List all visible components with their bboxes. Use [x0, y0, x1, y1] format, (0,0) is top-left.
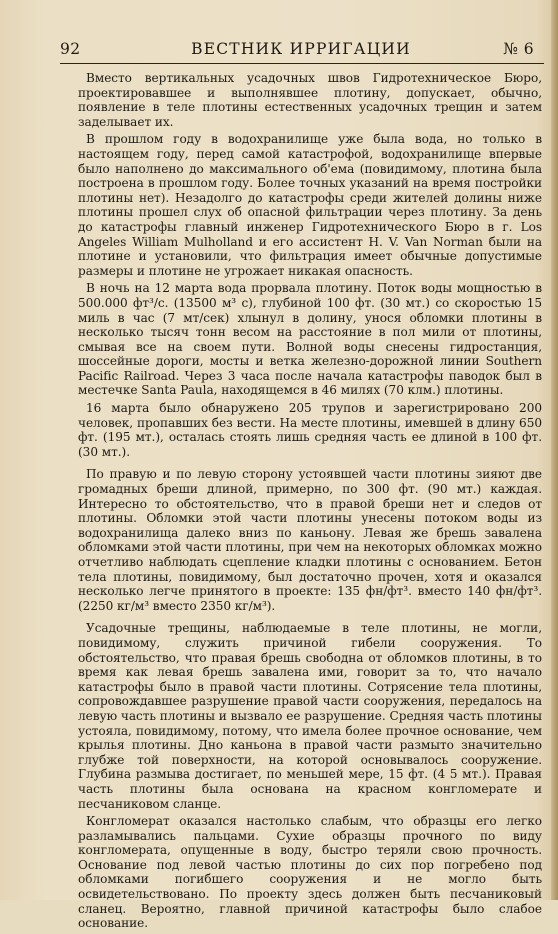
- page-number: 92: [60, 40, 81, 58]
- paragraph: Усадочные трещины, наблюдаемые в теле плотины, не могли, повидимому, служить причиной гибели сооружения. То обстоятельство, что правая брешь свободна от обломков плотины, в то время как левая брешь завалена ими, говорит за то, что начало катастрофы было в правой части плотины. Сотрясение тела плотины, сопровождавшее разрушение правой части сооружения, передалось на левую часть плотины и вызвало ее разрушение. Средняя часть плотины устояла, повидимому, потому, что имела более прочное основание, чем крылья плотины. Дно каньона в правой части размыто значительно глубже той поверхности, на которой основывалось сооружение. Глубина размыва достигает, по меньшей мере, 15 фт. (4 5 мт.). Правая часть плотины была основана на красном конгломерате и песчаниковом сланце.: [78, 621, 542, 811]
- paragraph: По правую и по левую сторону устоявшей части плотины зияют две громадных бреши длиной, примерно, по 300 фт. (90 мт.) каждая. Интересно то обстоятельство, что в правой бреши нет и следов от плотины. Обломки этой части плотины унесены потоком воды из водохранилища далеко вниз по каньону. Левая же брешь завалена обломками этой части плотины, при чем на некоторых обломках можно отчетливо наблюдать сцепление кладки плотины с основанием. Бетон тела плотины, повидимому, был достаточно прочен, хотя и оказался несколько легче принятого в проекте: 135 фн/фт³. вместо 140 фн/фт³. (2250 кг/м³ вместо 2350 кг/м³).: [78, 467, 542, 613]
- article-body: [78, 71, 542, 934]
- paragraph: В прошлом году в водохранилище уже была вода, но только в настоящем году, перед самой катастрофой, водохранилище впервые было наполнено до максимального об'ема (повидимому, плотина была построена в прошлом году. Более точных указаний на время постройки плотины нет). Незадолго до катастрофы среди жителей долины ниже плотины прошел слух об опасной фильтрации через плотину. За день до катастрофы главный инженер Гидротехнического Бюро в г. Los Angeles William Mulholland и его ассистент H. V. Van Norman были на плотине и установили, что фильтрация имеет обычные допустимые размеры и плотине не угрожает никакая опасность.: [78, 132, 542, 278]
- paragraph: В ночь на 12 марта вода прорвала плотину. Поток воды мощностью в 500.000 фт³/с. (13500 м³ с), глубиной 100 фт. (30 мт.) со скоростью 15 миль в час (7 мт/сек) хлынул в долину, унося обломки плотины в несколько тысяч тонн весом на расстояние в пол мили от плотины, смывая все на своем пути. Волной воды снесены гидростанция, шоссейные дороги, мосты и ветка железно-дорожной линии Southern Pacific Railroad. Через 3 часа после начала катастрофы паводок был в местечке Santa Paula, находящемся в 46 милях (70 клм.) плотины.: [78, 281, 542, 398]
- paragraph: 16 марта было обнаружено 205 трупов и зарегистрировано 200 человек, пропавших без вести. На месте плотины, имевшей в длину 650 фт. (195 мт.), осталась стоять лишь средняя часть ее длиной в 100 фт. (30 мт.).: [78, 401, 542, 459]
- issue-number: № 6: [503, 40, 534, 58]
- header-rule: [60, 63, 544, 64]
- journal-title: ВЕСТНИК ИРРИГАЦИИ: [191, 40, 411, 58]
- paragraph: Конгломерат оказался настолько слабым, что образцы его легко разламывались пальцами. Сухие образцы прочного по виду конгломерата, опущенные в воду, быстро теряли свою прочность. Основание под левой частью плотины до сих пор погребено под обломками погибшего сооружения и не могло быть освидетельствовано. По проекту здесь должен быть песчаниковый сланец. Вероятно, главной причиной катастрофы было слабое основание.: [78, 814, 542, 931]
- running-header: [60, 40, 542, 62]
- page-edge-shadow: [551, 0, 558, 900]
- paragraph: Вместо вертикальных усадочных швов Гидротехническое Бюро, проектировавшее и выполнявшее плотину, допускает, обычно, появление в теле плотины естественных усадочных трещин и затем заделывает их.: [78, 71, 542, 129]
